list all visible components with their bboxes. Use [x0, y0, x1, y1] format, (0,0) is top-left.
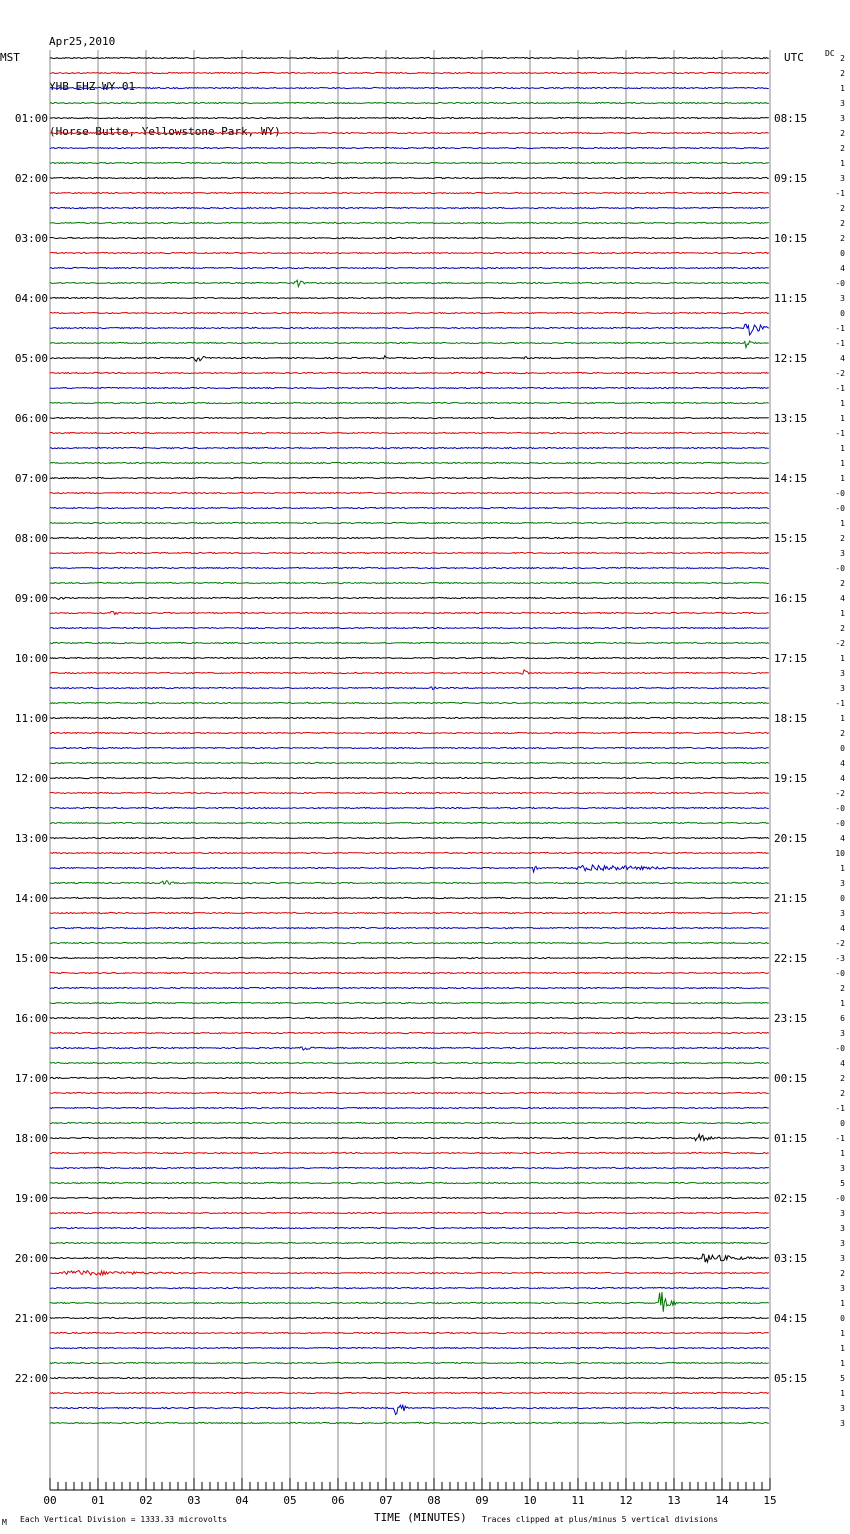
trace-line: [50, 567, 769, 568]
trace-line: [50, 522, 769, 523]
trace-line: [50, 627, 769, 628]
dc-offset-label: 4: [840, 924, 845, 933]
dc-offset-label: 2: [840, 1089, 845, 1098]
trace-line: [50, 237, 769, 238]
trace-line: [50, 1287, 769, 1288]
mst-hour-label: 02:00: [14, 172, 48, 185]
utc-hour-label: 14:15: [774, 472, 808, 485]
dc-offset-label: 1: [840, 654, 845, 663]
dc-offset-label: 4: [840, 774, 845, 783]
utc-hour-label: 23:15: [774, 1012, 808, 1025]
x-tick-label: 11: [571, 1494, 585, 1507]
utc-hour-label: 22:15: [774, 952, 808, 965]
mst-hour-label: 22:00: [14, 1372, 48, 1385]
mst-hour-label: 08:00: [14, 532, 48, 545]
dc-offset-label: 4: [840, 594, 845, 603]
dc-offset-label: 3: [840, 1419, 845, 1428]
dc-offset-label: 3: [840, 879, 845, 888]
mst-hour-label: 17:00: [14, 1072, 48, 1085]
x-tick-label: 04: [235, 1494, 249, 1507]
dc-offset-label: 4: [840, 354, 845, 363]
trace-line: [50, 1092, 769, 1093]
trace-line: [50, 1152, 769, 1153]
dc-offset-label: 2: [840, 129, 845, 138]
trace-line: [50, 297, 769, 298]
trace-line: [50, 132, 769, 133]
trace-line: [50, 717, 769, 718]
trace-line: [50, 192, 769, 193]
clip-note: Traces clipped at plus/minus 5 vertical divisions: [482, 1515, 719, 1524]
trace-line: [50, 447, 769, 448]
dc-offset-label: 2: [840, 984, 845, 993]
trace-line: [50, 670, 769, 674]
trace-line: [50, 597, 769, 599]
utc-hour-label: 01:15: [774, 1132, 808, 1145]
x-tick-label: 05: [283, 1494, 297, 1507]
dc-offset-label: -3: [835, 954, 845, 963]
dc-offset-label: 4: [840, 759, 845, 768]
trace-line: [50, 987, 769, 988]
dc-offset-label: 2: [840, 54, 845, 63]
dc-offset-label: 0: [840, 309, 845, 318]
mst-hour-label: 14:00: [14, 892, 48, 905]
dc-offset-label: 3: [840, 114, 845, 123]
mst-hour-label: 18:00: [14, 1132, 48, 1145]
trace-line: [50, 324, 769, 335]
dc-offset-label: -0: [835, 819, 845, 828]
dc-offset-label: 3: [840, 669, 845, 678]
dc-offset-label: -1: [835, 429, 845, 438]
trace-line: [50, 1197, 769, 1198]
x-tick-label: 15: [763, 1494, 777, 1507]
trace-line: [50, 252, 769, 253]
trace-line: [50, 1347, 769, 1348]
trace-line: [50, 477, 769, 478]
dc-offset-label: 3: [840, 174, 845, 183]
header-date: Apr25,2010: [49, 35, 116, 48]
dc-offset-label: 0: [840, 1119, 845, 1128]
dc-offset-label: 3: [840, 1164, 845, 1173]
trace-line: [50, 807, 769, 808]
trace-line: [50, 1062, 769, 1063]
trace-line: [50, 492, 769, 493]
dc-offset-label: -0: [835, 504, 845, 513]
dc-offset-label: 1: [840, 84, 845, 93]
x-tick-label: 02: [139, 1494, 153, 1507]
utc-hour-label: 09:15: [774, 172, 808, 185]
dc-offset-label: 3: [840, 909, 845, 918]
x-tick-label: 01: [91, 1494, 105, 1507]
mst-hour-label: 16:00: [14, 1012, 48, 1025]
mst-hour-label: 05:00: [14, 352, 48, 365]
trace-line: [50, 372, 769, 374]
dc-offset-label: 3: [840, 1029, 845, 1038]
dc-offset-label: -0: [835, 804, 845, 813]
trace-line: [50, 57, 769, 58]
trace-line: [50, 837, 769, 838]
x-axis: [50, 1478, 770, 1490]
dc-offset-label: 1: [840, 1389, 845, 1398]
trace-line: [50, 865, 769, 872]
x-tick-label: 13: [667, 1494, 681, 1507]
utc-hour-label: 19:15: [774, 772, 808, 785]
trace-line: [50, 162, 769, 163]
trace-line: [50, 1392, 769, 1393]
trace-line: [50, 777, 769, 778]
dc-offset-label: -1: [835, 324, 845, 333]
trace-line: [50, 852, 769, 853]
utc-hour-label: 20:15: [774, 832, 808, 845]
trace-line: [50, 747, 769, 748]
trace-line: [50, 552, 769, 553]
trace-line: [50, 1227, 769, 1228]
trace-line: [50, 1270, 769, 1275]
dc-offset-label: 2: [840, 234, 845, 243]
trace-line: [50, 507, 769, 508]
dc-offset-label: 5: [840, 1374, 845, 1383]
mst-hour-label: 07:00: [14, 472, 48, 485]
dc-offset-label: 3: [840, 1209, 845, 1218]
trace-line: [50, 1422, 769, 1423]
trace-line: [50, 1122, 769, 1123]
trace-group: [50, 57, 769, 1423]
x-tick-label: 06: [331, 1494, 345, 1507]
dc-offset-label: -2: [835, 369, 845, 378]
dc-offset-label: 2: [840, 1269, 845, 1278]
dc-offset-label: 6: [840, 1014, 845, 1023]
utc-hour-label: 18:15: [774, 712, 808, 725]
trace-line: [50, 881, 769, 885]
trace-line: [50, 267, 769, 268]
dc-offset-label: 1: [840, 1344, 845, 1353]
mst-hour-label: 20:00: [14, 1252, 48, 1265]
dc-offset-label: 10: [835, 849, 845, 858]
dc-offset-label: 0: [840, 249, 845, 258]
mst-hour-label: 11:00: [14, 712, 48, 725]
dc-offset-label: 3: [840, 1224, 845, 1233]
mst-hour-label: 06:00: [14, 412, 48, 425]
trace-line: [50, 222, 769, 223]
dc-offset-label: 3: [840, 549, 845, 558]
trace-line: [50, 147, 769, 148]
utc-hour-label: 02:15: [774, 1192, 808, 1205]
dc-offset-label: -0: [835, 489, 845, 498]
x-tick-label: 12: [619, 1494, 633, 1507]
trace-line: [50, 702, 769, 703]
dc-offset-label: -0: [835, 969, 845, 978]
dc-offset-label: 1: [840, 399, 845, 408]
x-tick-label: 07: [379, 1494, 393, 1507]
trace-line: [50, 387, 769, 388]
dc-offset-label: -2: [835, 939, 845, 948]
trace-line: [50, 582, 769, 583]
dc-offset-label: 2: [840, 69, 845, 78]
dc-offset-label: -1: [835, 1134, 845, 1143]
trace-line: [50, 1002, 769, 1003]
x-tick-label: 03: [187, 1494, 201, 1507]
trace-line: [50, 417, 769, 418]
x-tick-label: 08: [427, 1494, 441, 1507]
dc-offset-label: 0: [840, 744, 845, 753]
trace-line: [50, 1077, 769, 1078]
dc-offset-labels: [835, 54, 845, 1428]
trace-line: [50, 972, 769, 973]
trace-line: [50, 942, 769, 943]
dc-offset-label: 1: [840, 519, 845, 528]
dc-offset-label: -0: [835, 1194, 845, 1203]
dc-offset-label: 1: [840, 159, 845, 168]
mst-hour-label: 04:00: [14, 292, 48, 305]
dc-offset-label: -0: [835, 279, 845, 288]
dc-offset-label: -1: [835, 189, 845, 198]
dc-offset-label: -1: [835, 1104, 845, 1113]
trace-line: [50, 1182, 769, 1183]
utc-hour-label: 17:15: [774, 652, 808, 665]
utc-hour-label: 13:15: [774, 412, 808, 425]
dc-offset-label: -0: [835, 564, 845, 573]
trace-line: [50, 822, 769, 823]
trace-line: [50, 402, 769, 403]
utc-hour-label: 08:15: [774, 112, 808, 125]
mst-hour-label: 19:00: [14, 1192, 48, 1205]
dc-offset-label: 3: [840, 1284, 845, 1293]
utc-hour-label: 11:15: [774, 292, 808, 305]
dc-offset-label: 2: [840, 1074, 845, 1083]
trace-line: [50, 72, 769, 73]
trace-line: [50, 1134, 769, 1140]
dc-offset-label: 2: [840, 579, 845, 588]
trace-line: [50, 462, 769, 463]
trace-line: [50, 642, 769, 643]
trace-line: [50, 897, 769, 898]
dc-offset-label: 1: [840, 864, 845, 873]
mst-hour-label: 01:00: [14, 112, 48, 125]
trace-line: [50, 1362, 769, 1363]
trace-line: [50, 312, 769, 313]
dc-offset-label: -1: [835, 384, 845, 393]
trace-line: [50, 1212, 769, 1213]
dc-offset-label: -1: [835, 699, 845, 708]
mst-hour-label: 12:00: [14, 772, 48, 785]
mst-hour-label: 15:00: [14, 952, 48, 965]
trace-line: [50, 912, 769, 913]
grid-lines: [50, 50, 770, 1490]
dc-offset-label: 3: [840, 99, 845, 108]
trace-line: [50, 927, 769, 928]
trace-line: [50, 792, 769, 793]
trace-line: [50, 687, 769, 690]
trace-line: [50, 762, 769, 763]
trace-line: [50, 432, 769, 433]
utc-hour-label: 10:15: [774, 232, 808, 245]
trace-line: [50, 341, 769, 348]
dc-offset-label: 1: [840, 1359, 845, 1368]
dc-offset-label: 3: [840, 294, 845, 303]
dc-offset-label: 1: [840, 414, 845, 423]
trace-line: [50, 1405, 769, 1414]
mst-hour-label: 03:00: [14, 232, 48, 245]
dc-offset-label: 1: [840, 459, 845, 468]
trace-line: [50, 1032, 769, 1033]
mst-hour-label: 21:00: [14, 1312, 48, 1325]
dc-offset-label: -2: [835, 789, 845, 798]
dc-offset-label: 1: [840, 609, 845, 618]
mst-hour-label: 13:00: [14, 832, 48, 845]
dc-offset-label: 4: [840, 834, 845, 843]
trace-line: [50, 102, 769, 103]
dc-offset-label: 1: [840, 444, 845, 453]
dc-offset-label: 1: [840, 1299, 845, 1308]
dc-offset-label: 1: [840, 1149, 845, 1158]
trace-line: [50, 1107, 769, 1108]
trace-line: [50, 1242, 769, 1243]
trace-line: [50, 1047, 769, 1050]
x-tick-label: 09: [475, 1494, 489, 1507]
dc-offset-label: 2: [840, 729, 845, 738]
x-tick-label: 00: [43, 1494, 57, 1507]
trace-line: [50, 537, 769, 538]
dc-offset-label: 3: [840, 684, 845, 693]
dc-offset-label: 0: [840, 894, 845, 903]
dc-label: DC: [825, 49, 835, 58]
corner-mark: M: [2, 1518, 7, 1527]
header-location: (Horse Butte, Yellowstone Park, WY): [49, 125, 281, 138]
trace-line: [50, 356, 769, 362]
dc-offset-label: 1: [840, 714, 845, 723]
dc-offset-label: 1: [840, 1329, 845, 1338]
dc-offset-label: 3: [840, 1254, 845, 1263]
utc-hour-label: 03:15: [774, 1252, 808, 1265]
dc-offset-label: 1: [840, 999, 845, 1008]
x-tick-label: 10: [523, 1494, 537, 1507]
left-zone-label: MST: [0, 51, 20, 64]
dc-offset-label: 0: [840, 1314, 845, 1323]
trace-line: [50, 207, 769, 208]
header-station: YHB EHZ WY 01: [49, 80, 136, 93]
dc-offset-label: 2: [840, 624, 845, 633]
utc-hour-label: 00:15: [774, 1072, 808, 1085]
utc-hour-label: 15:15: [774, 532, 808, 545]
dc-offset-label: 4: [840, 264, 845, 273]
trace-line: [50, 957, 769, 958]
dc-offset-label: 2: [840, 204, 845, 213]
trace-line: [50, 1317, 769, 1318]
dc-offset-label: -0: [835, 1044, 845, 1053]
mst-hour-label: 09:00: [14, 592, 48, 605]
trace-line: [50, 1377, 769, 1378]
dc-offset-label: 5: [840, 1179, 845, 1188]
trace-line: [50, 1167, 769, 1168]
dc-offset-label: 4: [840, 1059, 845, 1068]
utc-hour-label: 16:15: [774, 592, 808, 605]
dc-offset-label: -2: [835, 639, 845, 648]
trace-line: [50, 1292, 769, 1312]
dc-offset-label: 2: [840, 534, 845, 543]
dc-offset-label: 2: [840, 144, 845, 153]
trace-line: [50, 657, 769, 658]
x-tick-labels: [43, 1494, 776, 1507]
trace-line: [50, 1332, 769, 1333]
utc-hour-label: 12:15: [774, 352, 808, 365]
right-zone-label: UTC: [784, 51, 804, 64]
trace-line: [50, 280, 769, 286]
dc-offset-label: 3: [840, 1239, 845, 1248]
utc-hour-label: 04:15: [774, 1312, 808, 1325]
dc-offset-label: 3: [840, 1404, 845, 1413]
dc-offset-label: 1: [840, 474, 845, 483]
trace-line: [50, 611, 769, 614]
trace-line: [50, 117, 769, 118]
trace-line: [50, 177, 769, 178]
x-axis-label: TIME (MINUTES): [374, 1511, 467, 1524]
trace-line: [50, 1017, 769, 1018]
trace-line: [50, 87, 769, 88]
trace-line: [50, 732, 769, 733]
x-tick-label: 14: [715, 1494, 729, 1507]
trace-line: [50, 1254, 769, 1262]
mst-hour-label: 10:00: [14, 652, 48, 665]
utc-hour-label: 05:15: [774, 1372, 808, 1385]
utc-hour-label: 21:15: [774, 892, 808, 905]
dc-offset-label: 2: [840, 219, 845, 228]
scale-note: Each Vertical Division = 1333.33 microvolts: [20, 1515, 228, 1524]
dc-offset-label: -1: [835, 339, 845, 348]
